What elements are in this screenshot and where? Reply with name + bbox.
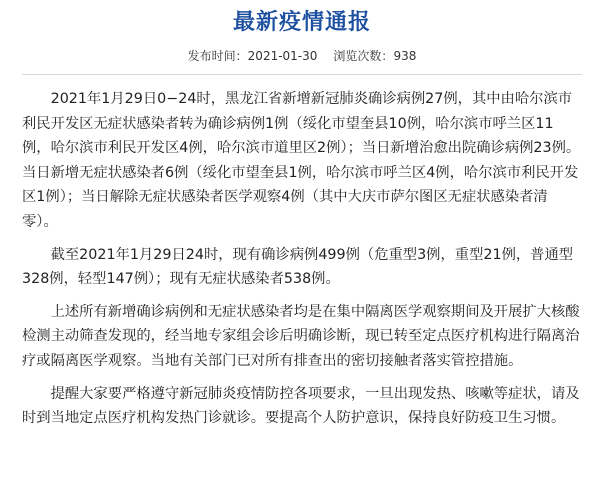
paragraph-reminder: 提醒大家要严格遵守新冠肺炎疫情防控各项要求，一旦出现发热、咳嗽等症状，请及时到当地定点医疗机构发热门诊就诊。要提高个人防护意识，保持良好防疫卫生习惯。 bbox=[22, 385, 580, 427]
article-body bbox=[22, 87, 582, 431]
article-title: 最新疫情通报 bbox=[232, 10, 371, 35]
publish-time-value: 2021-01-30 bbox=[247, 49, 318, 63]
paragraph-detection: 上述所有新增确诊病例和无症状感染者均是在集中隔离医学观察期间及开展扩大核酸检测主动筛查发现的，经当地专家组会诊后明确诊断，现已转至定点医疗机构进行隔离治疗或隔离医学观察。当地有关部门已对所有排查出的密切接触者落实管控措施。 bbox=[22, 303, 580, 369]
paragraph-new-cases: 2021年1月29日0−24时，黑龙江省新增新冠肺炎确诊病例27例，其中由哈尔滨市利民开发区无症状感染者转为确诊病例1例（绥化市望奎县10例，哈尔滨市呼兰区11例，哈尔滨市利民开发区4例，哈尔滨市道里区2例）；当日新增治愈出院确诊病例23例。当日新增无症状感染者6例（绥化市望奎县1例，哈尔滨市呼兰区4例，哈尔滨市利民开发区1例）；当日解除无症状感染者医学观察4例（其中大庆市萨尔图区无症状感染者清零）。 bbox=[22, 91, 581, 230]
article-meta bbox=[22, 46, 582, 66]
view-count-value: 938 bbox=[393, 49, 417, 63]
title-divider bbox=[22, 74, 582, 75]
publish-time-label: 发布时间： bbox=[187, 49, 248, 63]
view-count-label: 浏览次数： bbox=[333, 49, 394, 63]
paragraph-current-cases: 截至2021年1月29日24时，现有确诊病例499例（危重型3例，重型21例，普通型328例，轻型147例）；现有无症状感染者538例。 bbox=[22, 246, 574, 288]
